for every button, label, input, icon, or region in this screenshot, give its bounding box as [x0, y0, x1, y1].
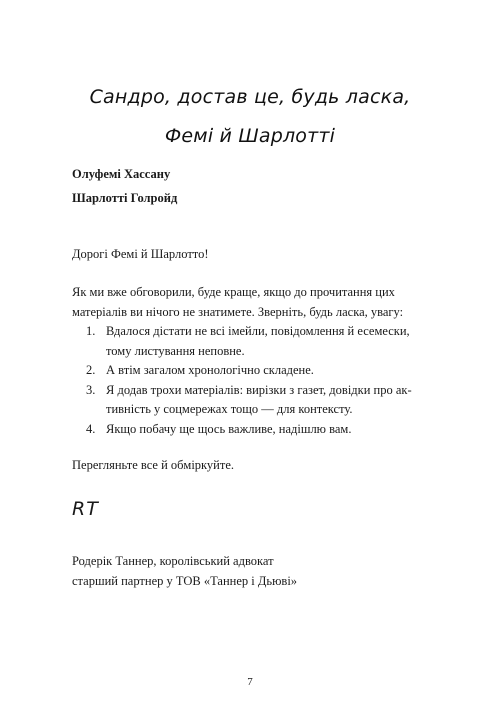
list-item-line: Вдалося дістати не всі імейли, повідомлення й есемески, [106, 324, 410, 338]
page-number: 7 [247, 676, 253, 688]
list-item [72, 420, 452, 440]
list-item [72, 322, 452, 361]
recipient-name: Шарлотті Голройд [72, 191, 178, 205]
handwritten-note-line-2: Фемі й Шарлотті [164, 125, 336, 147]
list-item-line: Якщо побачу ще щось важливе, надішлю вам. [106, 421, 352, 436]
recipients-block [72, 162, 177, 210]
recipient-name: Олуфемі Хассану [72, 167, 171, 181]
handwritten-note-line-1: Сандро, достав це, будь ласка, [89, 86, 411, 108]
list-item-line: А втім загалом хронологічно складене. [106, 363, 314, 377]
list-item-line: Я додав трохи матеріалів: вирізки з газет, довідки про ак- [106, 382, 412, 397]
signature-block [72, 552, 442, 591]
closing-line: Перегляньте все й обміркуйте. [72, 458, 235, 472]
signature-name: Родерік Таннер, королівський адвокат [72, 554, 274, 568]
notes-list [72, 322, 452, 439]
list-item-line: тивність у соцмережах тощо — для контексту. [106, 402, 353, 416]
intro-paragraph [72, 283, 442, 322]
list-item-number: 4. [86, 421, 96, 436]
list-item-number: 3. [86, 382, 96, 397]
intro-line: Як ми вже обговорили, буде краще, якщо до прочитання цих [72, 285, 395, 299]
list-item-number: 2. [86, 363, 96, 377]
list-item-line: тому листування неповне. [106, 343, 245, 358]
intro-line: матеріалів ви нічого не знатимете. Зверніть, будь ласка, увагу: [72, 304, 404, 319]
list-item [72, 381, 452, 420]
signature-title: старший партнер у ТОВ «Таннер і Дьюві» [72, 573, 298, 588]
handwritten-initials: RT [72, 498, 99, 520]
list-item [72, 361, 452, 381]
list-item-number: 1. [86, 324, 96, 338]
greeting: Дорогі Фемі й Шарлотто! [72, 247, 209, 261]
